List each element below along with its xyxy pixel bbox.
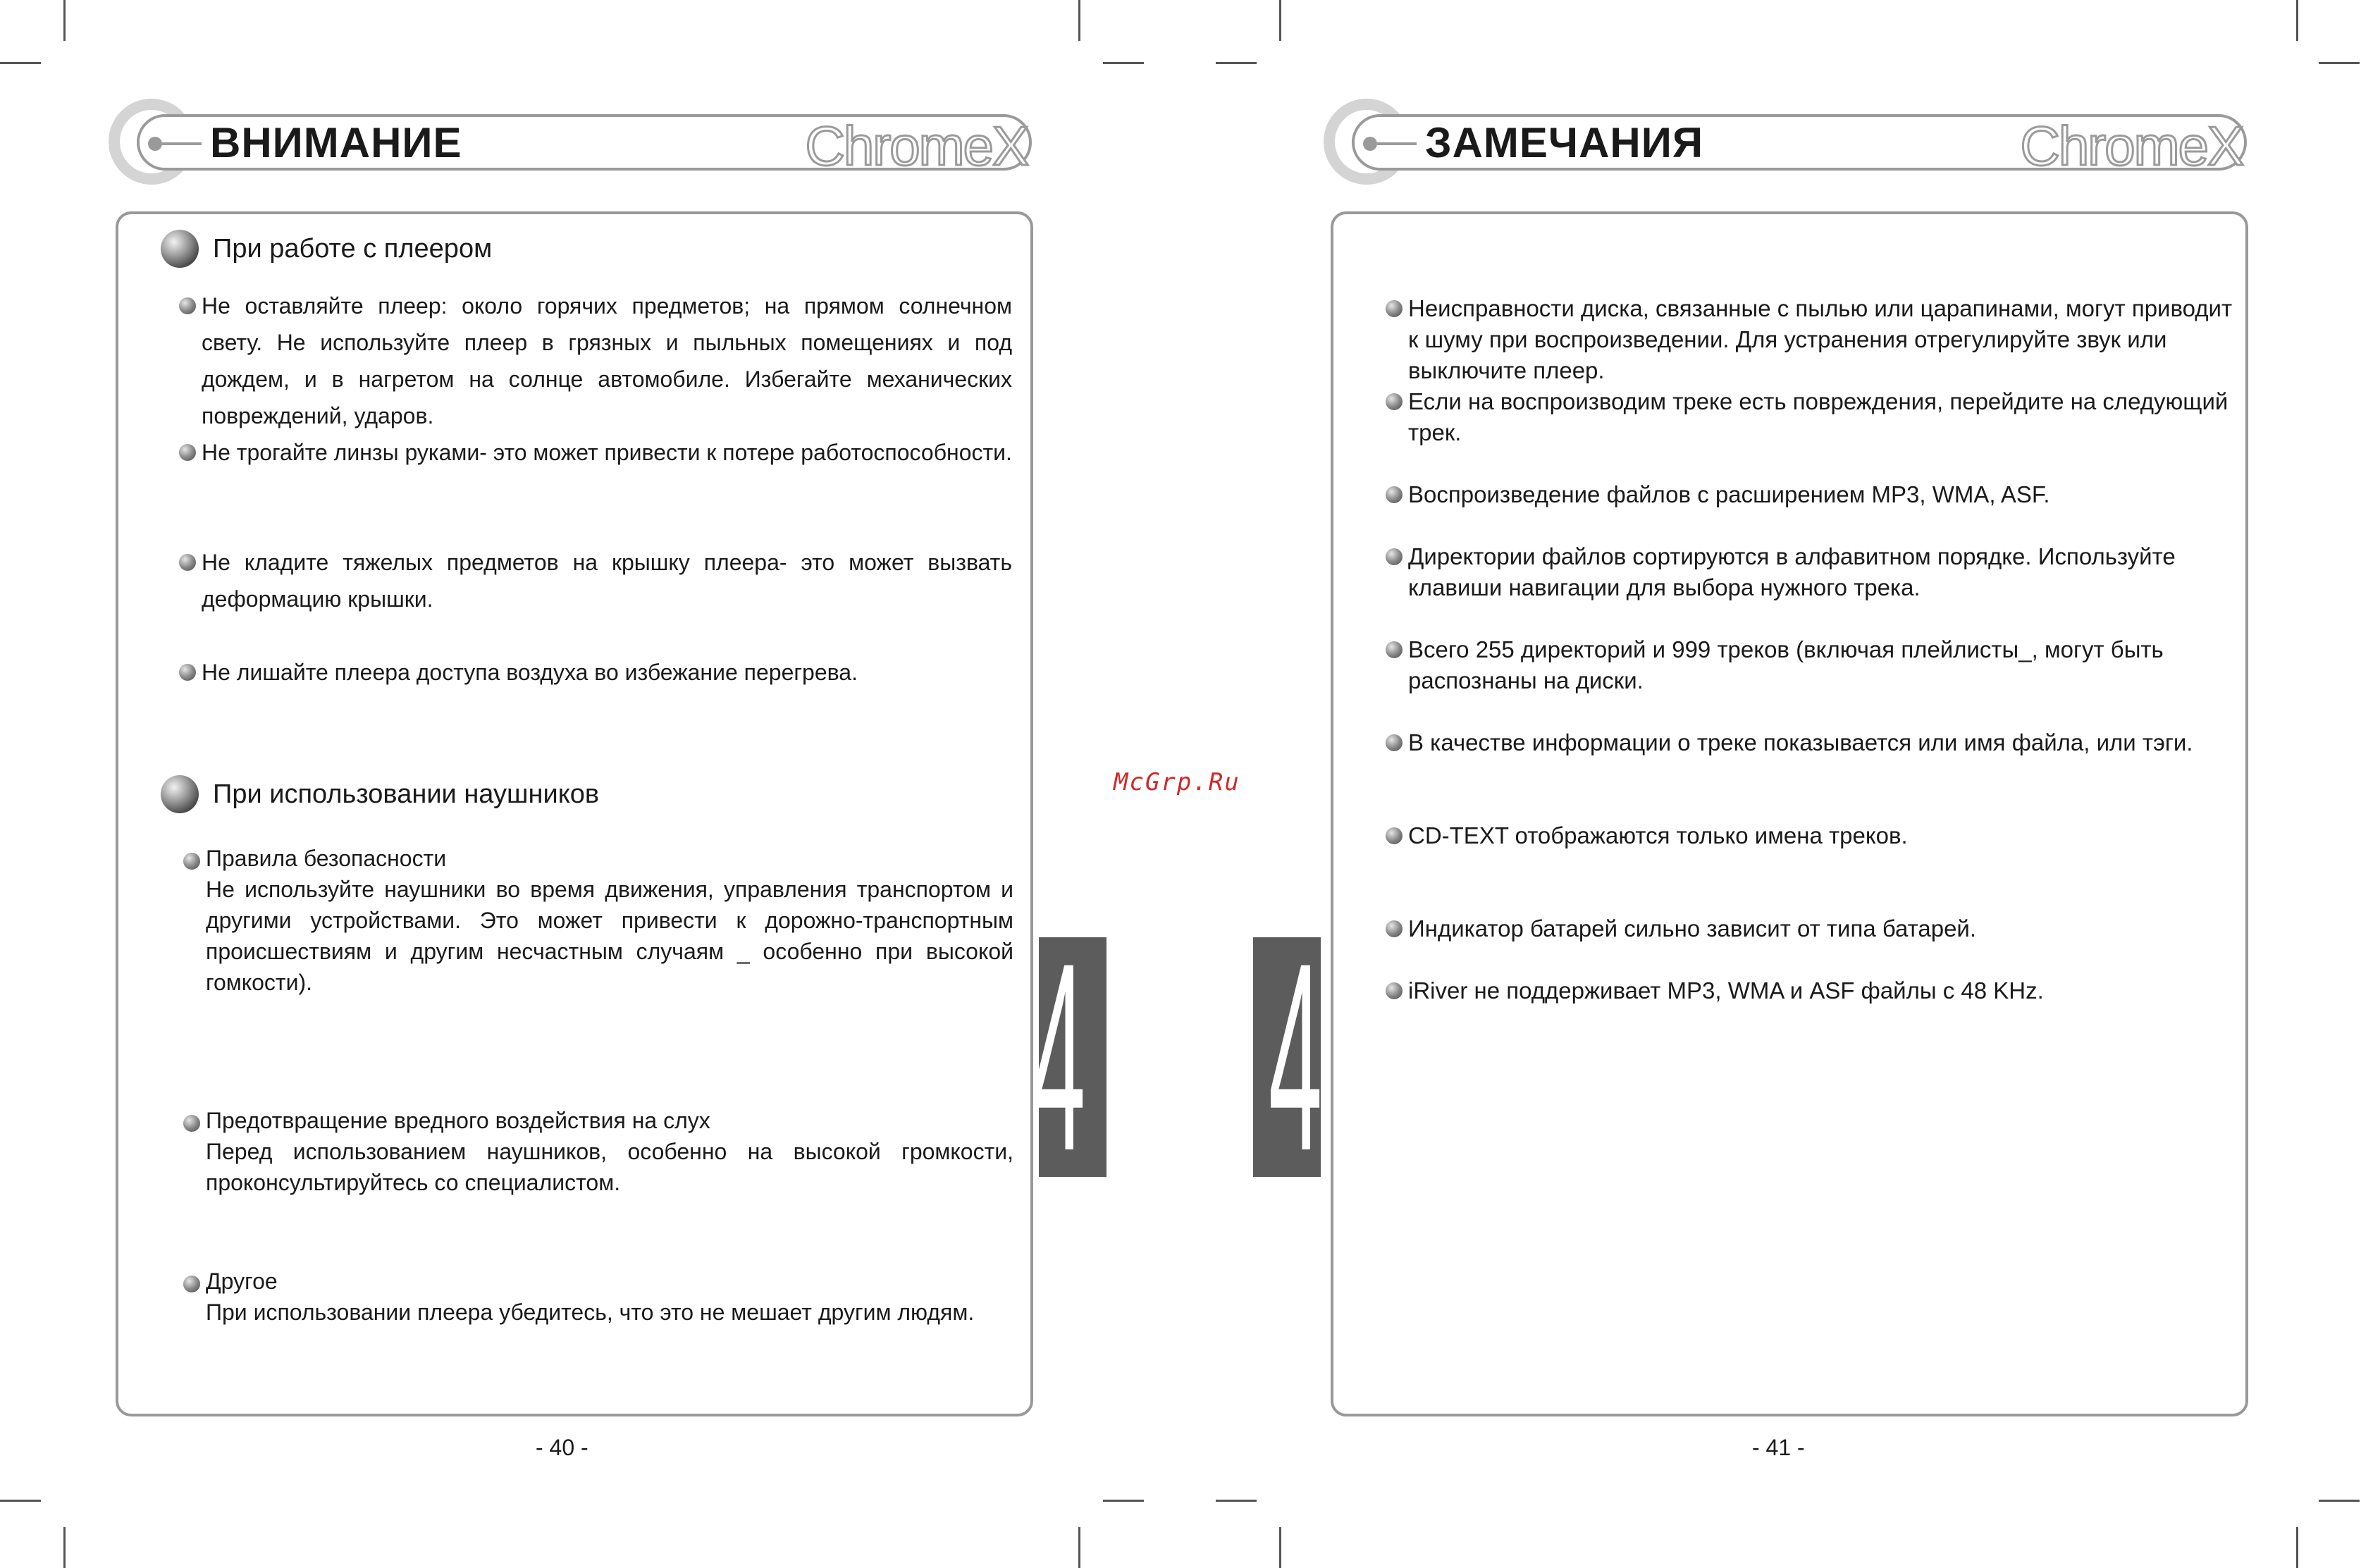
page-title: ВНИМАНИЕ (210, 119, 462, 166)
list-item (206, 1266, 1013, 1328)
crop-mark (1279, 0, 1281, 41)
list-item-title: Предотвращение вредного воздействия на слух (206, 1108, 710, 1133)
crop-mark (1103, 1500, 1144, 1502)
list-item (1408, 727, 2240, 758)
bullet-icon (183, 853, 200, 870)
bullet-icon (1386, 827, 1403, 844)
bullet-icon (183, 1115, 200, 1132)
list-item-text: Если на воспроизводим треке есть повреждения, перейдите на следующий трек. (1408, 388, 2229, 445)
brand-logo: ChromeX (2020, 115, 2243, 177)
list-item (1408, 634, 2240, 696)
list-item-text: В качестве информации о треке показывается или имя файла, или тэги. (1408, 729, 2193, 755)
list-item (1408, 913, 2240, 944)
list-item (1408, 975, 2240, 1006)
list-item (206, 843, 1013, 998)
crop-mark (1216, 1500, 1257, 1502)
crop-mark (63, 0, 66, 41)
list-item-text: Не трогайте линзы руками- это может привести к потере работоспособности. (202, 440, 1012, 465)
page-header (109, 99, 1032, 185)
crop-mark (1103, 62, 1144, 64)
crop-mark (1216, 62, 1257, 64)
list-item (1408, 479, 2240, 510)
list-item-text: При использовании плеера убедитесь, что это не мешает другим людям. (206, 1300, 975, 1325)
bullet-icon (1386, 300, 1403, 317)
list-item (1408, 386, 2240, 448)
list-item (202, 288, 1012, 434)
list-item-text: Не используйте наушники во время движения, управления транспортом и другими устройствами. Это может привести к дорожно-транспортным происшествиям и другим несчастным случаям _ особенно при высокой гомкости). (206, 877, 1013, 995)
watermark: McGrp.Ru (1114, 768, 1240, 796)
header-line (1377, 142, 1417, 145)
page-header (1324, 99, 2247, 185)
brand-logo: ChromeX (805, 115, 1028, 177)
list-item (202, 654, 1012, 691)
crop-mark (0, 62, 41, 64)
header-dot-icon (1363, 137, 1377, 151)
sphere-bullet-icon (161, 230, 199, 268)
bullet-icon (1386, 548, 1403, 565)
list-item (1408, 820, 2240, 851)
bullet-icon (1386, 920, 1403, 937)
page-number: - 40 - (536, 1435, 588, 1460)
list-item-text: CD-TEXT отображаются только имена треков. (1408, 822, 1908, 848)
bullet-icon (179, 297, 196, 314)
chapter-tab (1032, 907, 1106, 1206)
list-item-text: Индикатор батарей сильно зависит от типа батарей. (1408, 915, 1977, 942)
chapter-tab-number: 4 (1032, 907, 1086, 1206)
list-item (202, 544, 1012, 617)
header-line (162, 142, 202, 145)
list-item-text: iRiver не поддерживает MP3, WMA и ASF файлы с 48 KHz. (1408, 977, 2044, 1004)
section-heading-text: При работе с плеером (213, 233, 493, 264)
crop-mark (2319, 1500, 2360, 1502)
list-item-text: Всего 255 директорий и 999 треков (включая плейлисты_, могут быть распознаны на диски. (1408, 636, 2164, 693)
bullet-icon (183, 1276, 200, 1292)
list-item (1408, 541, 2240, 603)
page-title: ЗАМЕЧАНИЯ (1425, 119, 1703, 166)
bullet-icon (179, 444, 196, 461)
list-item-text: Не оставляйте плеер: около горячих предметов; на прямом солнечном свету. Не используйте плеер в грязных и пыльных помещениях и под дождем, и в нагретом на солнце автомобиле. Избегайте механических повреждений, ударов. (202, 293, 1012, 428)
section-heading (161, 230, 492, 268)
sphere-bullet-icon (161, 775, 199, 813)
list-item-text: Неисправности диска, связанные с пылью или царапинами, могут приводит к шуму при воспроизведении. Для устранения отрегулируйте звук или выключите плеер. (1408, 295, 2233, 383)
list-item-text: Не лишайте плеера доступа воздуха во избежание перегрева. (202, 660, 858, 685)
list-item-title: Другое (206, 1268, 278, 1294)
bullet-icon (1386, 393, 1403, 410)
crop-mark (0, 1500, 41, 1502)
bullet-icon (1386, 641, 1403, 658)
list-item-text: Директории файлов сортируются в алфавитном порядке. Используйте клавиши навигации для выбора нужного трека. (1408, 543, 2176, 600)
bullet-icon (179, 664, 196, 681)
list-item-text: Воспроизведение файлов с расширением MP3, WMA, ASF. (1408, 481, 2050, 507)
page-number: - 41 - (1752, 1435, 1805, 1460)
bullet-icon (1386, 486, 1403, 503)
header-dot-icon (148, 137, 162, 151)
list-item-text: Не кладите тяжелых предметов на крышку плеера- это может вызвать деформацию крышки. (202, 550, 1012, 612)
crop-mark (2319, 62, 2360, 64)
section-heading-text: При использовании наушников (213, 779, 600, 809)
bullet-icon (1386, 734, 1403, 751)
bullet-icon (179, 554, 196, 571)
page-left (106, 0, 1092, 1568)
section-heading (161, 775, 599, 813)
bullet-icon (1386, 982, 1403, 999)
list-item (1408, 293, 2240, 386)
chapter-tab (1253, 907, 1323, 1206)
list-item (202, 434, 1012, 471)
list-item (206, 1105, 1013, 1198)
crop-mark (63, 1527, 66, 1568)
chapter-tab-number: 4 (1269, 907, 1323, 1206)
crop-mark (1279, 1527, 1281, 1568)
page-right (1321, 0, 2307, 1568)
list-item-title: Правила безопасности (206, 846, 447, 871)
list-item-text: Перед использованием наушников, особенно на высокой громкости, проконсультируйтесь со специалистом. (206, 1139, 1013, 1195)
